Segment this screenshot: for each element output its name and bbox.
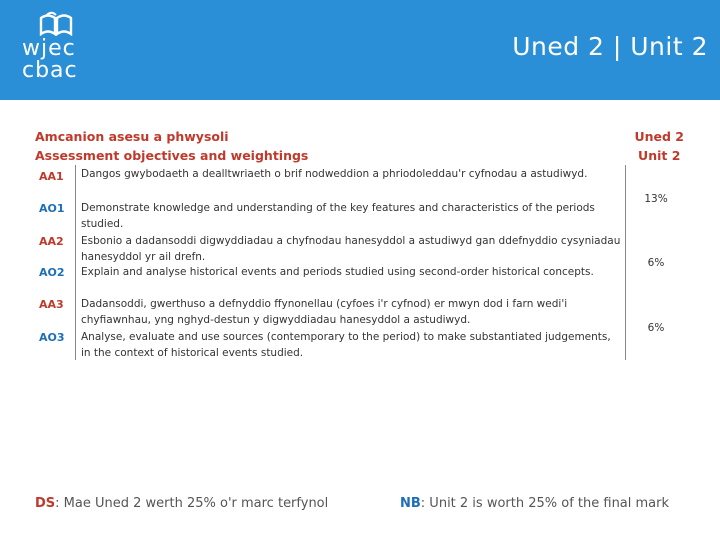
footer-note-english [400, 496, 669, 511]
objectives-table [35, 165, 685, 360]
objectives-heading-english: Assessment objectives and weightings [35, 148, 309, 163]
logo-line-wjec: wjec [22, 36, 76, 61]
footer-note-welsh [35, 496, 328, 511]
wjec-cbac-logo [20, 10, 90, 90]
page-title: Uned 2 | Unit 2 [512, 32, 708, 61]
objective-code-welsh: AA3 [39, 298, 64, 311]
objective-text-welsh: Dadansoddi, gwerthuso a defnyddio ffynonellau (cyfoes i'r cyfnod) er mwyn dod i farn wedi'i chyfiawnhau, yng nghyd-destun y digwyddiadau hanesyddol a astudiwyd. [81, 298, 568, 326]
weighting-value: 6% [647, 257, 665, 269]
footer-text-welsh: : Mae Uned 2 werth 25% o'r marc terfynol [55, 496, 329, 511]
weightings-column [625, 165, 686, 360]
objective-text-english: Explain and analyse historical events and periods studied using second-order historical concepts. [81, 266, 594, 278]
footer-label-welsh: DS [35, 496, 56, 511]
logo-text [22, 38, 78, 82]
objective-code-welsh: AA2 [39, 235, 64, 248]
objective-text-english: Demonstrate knowledge and understanding of the key features and characteristics of the periods studied. [81, 202, 595, 230]
footer-label-english: NB [400, 496, 421, 511]
footer-text-english: : Unit 2 is worth 25% of the final mark [420, 496, 670, 511]
objective-text-welsh: Dangos gwybodaeth a dealltwriaeth o brif nodweddion a phriodoleddau'r cyfnodau a astudiwyd. [81, 168, 588, 180]
unit-column-heading-welsh: Uned 2 [634, 129, 684, 144]
unit-column-heading [634, 127, 684, 165]
header-bar [0, 0, 720, 100]
weighting-value: 6% [647, 322, 665, 334]
objectives-heading [35, 127, 308, 165]
unit-column-heading-english: Unit 2 [638, 148, 681, 163]
objective-code-english: AO2 [39, 266, 65, 279]
objectives-heading-welsh: Amcanion asesu a phwysoli [35, 129, 229, 144]
objective-code-english: AO3 [39, 331, 65, 344]
weighting-value: 13% [644, 193, 668, 205]
objective-text-welsh: Esbonio a dadansoddi digwyddiadau a chyfnodau hanesyddol a astudiwyd gan ddefnyddio cysyniadau hanesyddol yr ail drefn. [81, 235, 621, 263]
logo-line-cbac: cbac [22, 58, 78, 83]
objective-code-english: AO1 [39, 202, 65, 215]
objective-text-english: Analyse, evaluate and use sources (contemporary to the period) to make substantiated judgements, in the context of historical events studied. [81, 331, 611, 359]
codes-column [35, 165, 76, 360]
book-icon [38, 10, 74, 36]
objective-code-welsh: AA1 [39, 170, 64, 183]
